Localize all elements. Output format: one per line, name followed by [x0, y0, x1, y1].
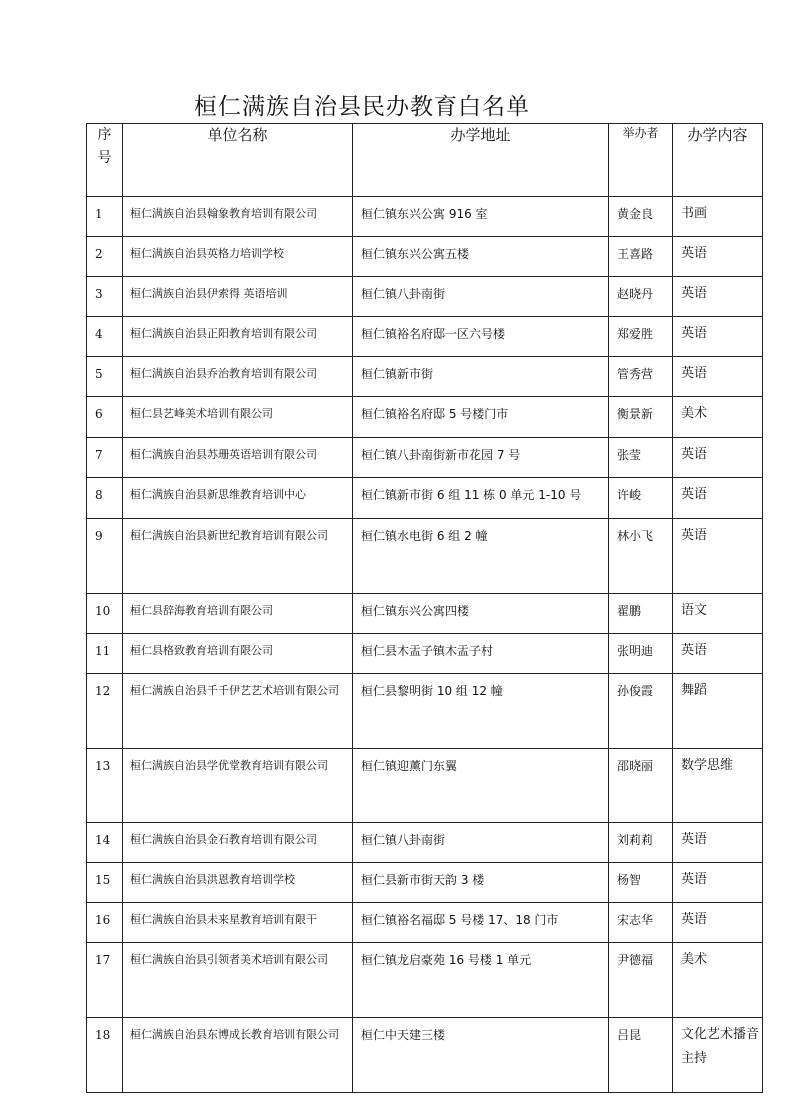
row-content: 美术: [673, 397, 763, 438]
row-name: 桓仁县格致教育培训有限公司: [123, 634, 353, 674]
row-name: 桓仁满族自治县伊索得 英语培训: [123, 277, 353, 317]
row-name: 桓仁满族自治县洪恩教育培训学校: [123, 863, 353, 903]
row-name: 桓仁满族自治县乔治教育培训有限公司: [123, 357, 353, 397]
row-name: 桓仁满族自治县学优堂教育培训有限公司: [123, 749, 353, 823]
header-host: 举办者: [609, 124, 673, 197]
table-row: [87, 277, 763, 317]
header-address: 办学地址: [353, 124, 609, 197]
row-host: 邵晓丽: [609, 749, 673, 823]
row-content: 舞蹈: [673, 674, 763, 749]
row-host: 许峻: [609, 478, 673, 519]
row-content: 英语: [673, 863, 763, 903]
row-host: 杨智: [609, 863, 673, 903]
row-seq: 13: [87, 749, 123, 823]
row-host: 张明迪: [609, 634, 673, 674]
row-seq: 8: [87, 478, 123, 519]
table-body: [87, 197, 763, 1093]
row-host: 吕昆: [609, 1018, 673, 1093]
row-content: 英语: [673, 903, 763, 943]
row-host: 宋志华: [609, 903, 673, 943]
row-address: 桓仁镇新市街 6 组 11 栋 0 单元 1-10 号: [353, 478, 609, 519]
table-row: [87, 823, 763, 863]
header-content: 办学内容: [673, 124, 763, 197]
row-seq: 15: [87, 863, 123, 903]
row-content: 文化艺术播音主持: [673, 1018, 763, 1093]
row-content: 英语: [673, 519, 763, 594]
row-name: 桓仁满族自治县东博成长教育培训有限公司: [123, 1018, 353, 1093]
row-host: 郑爱胜: [609, 317, 673, 357]
table-row: [87, 634, 763, 674]
row-name: 桓仁满族自治县苏珊英语培训有限公司: [123, 438, 353, 478]
row-seq: 3: [87, 277, 123, 317]
header-seq: 序号: [87, 124, 123, 197]
row-content: 英语: [673, 277, 763, 317]
row-address: 桓仁镇东兴公寓 916 室: [353, 197, 609, 237]
row-address: 桓仁镇八卦南街新市花园 7 号: [353, 438, 609, 478]
row-name: 桓仁满族自治县千千伊艺艺术培训有限公司: [123, 674, 353, 749]
row-host: 黄金良: [609, 197, 673, 237]
header-row: [87, 124, 763, 197]
row-host: 刘莉莉: [609, 823, 673, 863]
row-host: 管秀营: [609, 357, 673, 397]
row-content: 英语: [673, 438, 763, 478]
table-row: [87, 478, 763, 519]
table-row: [87, 438, 763, 478]
row-seq: 2: [87, 237, 123, 277]
row-content: 数学思维: [673, 749, 763, 823]
row-content: 英语: [673, 823, 763, 863]
row-seq: 7: [87, 438, 123, 478]
row-seq: 5: [87, 357, 123, 397]
row-content: 英语: [673, 237, 763, 277]
row-seq: 16: [87, 903, 123, 943]
row-address: 桓仁县木盂子镇木盂子村: [353, 634, 609, 674]
header-name: 单位名称: [123, 124, 353, 197]
row-host: 翟鹏: [609, 594, 673, 634]
row-content: 英语: [673, 478, 763, 519]
row-content: 语文: [673, 594, 763, 634]
row-host: 尹德福: [609, 943, 673, 1018]
row-address: 桓仁中天建三楼: [353, 1018, 609, 1093]
row-name: 桓仁满族自治县引领者美术培训有限公司: [123, 943, 353, 1018]
table-row: [87, 317, 763, 357]
row-address: 桓仁镇八卦南街: [353, 823, 609, 863]
table-row: [87, 397, 763, 438]
row-seq: 1: [87, 197, 123, 237]
table-row: [87, 357, 763, 397]
table-row: [87, 237, 763, 277]
table-row: [87, 903, 763, 943]
row-name: 桓仁满族自治县正阳教育培训有限公司: [123, 317, 353, 357]
row-seq: 18: [87, 1018, 123, 1093]
row-address: 桓仁镇裕名府邸一区六号楼: [353, 317, 609, 357]
row-name: 桓仁满族自治县英格力培训学校: [123, 237, 353, 277]
row-address: 桓仁镇东兴公寓五楼: [353, 237, 609, 277]
row-name: 桓仁满族自治县新世纪教育培训有限公司: [123, 519, 353, 594]
row-host: 孙俊霞: [609, 674, 673, 749]
row-name: 桓仁县艺峰美术培训有限公司: [123, 397, 353, 438]
row-content: 英语: [673, 634, 763, 674]
whitelist-table: [86, 123, 763, 1093]
row-name: 桓仁满族自治县新思维教育培训中心: [123, 478, 353, 519]
row-seq: 10: [87, 594, 123, 634]
row-content: 英语: [673, 317, 763, 357]
row-host: 张莹: [609, 438, 673, 478]
table-row: [87, 197, 763, 237]
table-row: [87, 863, 763, 903]
row-address: 桓仁镇八卦南街: [353, 277, 609, 317]
row-address: 桓仁镇裕名福邸 5 号楼 17、18 门市: [353, 903, 609, 943]
table-row: [87, 943, 763, 1018]
row-host: 赵晓丹: [609, 277, 673, 317]
row-content: 英语: [673, 357, 763, 397]
row-name: 桓仁县辞海教育培训有限公司: [123, 594, 353, 634]
table-row: [87, 674, 763, 749]
row-host: 林小飞: [609, 519, 673, 594]
row-name: 桓仁满族自治县翰象教育培训有限公司: [123, 197, 353, 237]
row-seq: 9: [87, 519, 123, 594]
row-seq: 17: [87, 943, 123, 1018]
row-name: 桓仁满族自治县金石教育培训有限公司: [123, 823, 353, 863]
row-address: 桓仁镇龙启豪苑 16 号楼 1 单元: [353, 943, 609, 1018]
row-seq: 11: [87, 634, 123, 674]
table-row: [87, 594, 763, 634]
row-address: 桓仁县黎明街 10 组 12 幢: [353, 674, 609, 749]
row-address: 桓仁镇水电街 6 组 2 幢: [353, 519, 609, 594]
row-name: 桓仁满族自治县未来星教育培训有限干: [123, 903, 353, 943]
page-title: 桓仁满族自治县民办教育白名单: [194, 94, 530, 120]
row-host: 王喜路: [609, 237, 673, 277]
table-row: [87, 519, 763, 594]
row-host: 衡景新: [609, 397, 673, 438]
row-address: 桓仁镇迎薰门东翼: [353, 749, 609, 823]
row-seq: 4: [87, 317, 123, 357]
row-seq: 6: [87, 397, 123, 438]
row-content: 美术: [673, 943, 763, 1018]
row-address: 桓仁镇新市街: [353, 357, 609, 397]
table-row: [87, 749, 763, 823]
row-address: 桓仁镇东兴公寓四楼: [353, 594, 609, 634]
row-seq: 14: [87, 823, 123, 863]
table-row: [87, 1018, 763, 1093]
row-address: 桓仁县新市街天韵 3 楼: [353, 863, 609, 903]
row-address: 桓仁镇裕名府邸 5 号楼门市: [353, 397, 609, 438]
row-seq: 12: [87, 674, 123, 749]
row-content: 书画: [673, 197, 763, 237]
